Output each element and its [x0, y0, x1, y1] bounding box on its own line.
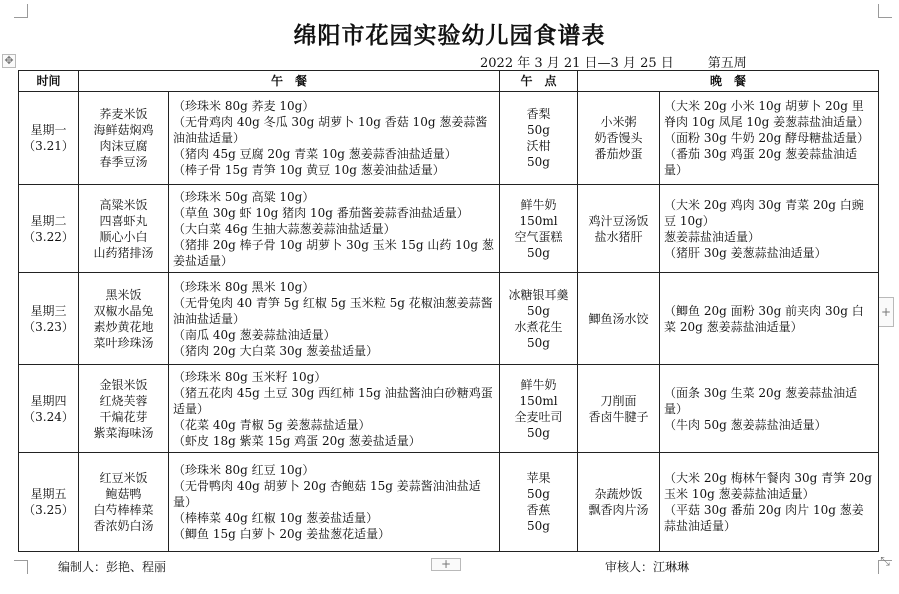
- snack-item: 150ml: [519, 393, 558, 408]
- snack-item: 150ml: [519, 213, 558, 228]
- page-title: 绵阳市花园实验幼儿园食谱表: [293, 22, 606, 49]
- lunch-details-cell: [169, 453, 500, 552]
- lunch-dishes-cell: [79, 273, 169, 365]
- lunch-detail: （南瓜 40g 葱姜蒜盐油适量）: [173, 327, 336, 342]
- dinner-details-cell: [660, 92, 879, 185]
- day-date: （3.25）: [23, 503, 74, 517]
- lunch-detail: （猪五花肉 45g 土豆 30g 西红柿 15g 油盐酱油白砂糖鸡蛋适量）: [173, 385, 493, 416]
- lunch-detail: （花菜 40g 青椒 5g 姜葱蒜盐适量）: [173, 417, 371, 432]
- snack-item: 空气蛋糕: [514, 229, 563, 244]
- day-name: 星期四: [30, 393, 67, 408]
- dinner-detail: （面条 30g 生菜 20g 葱姜蒜盐油适量）: [664, 385, 858, 416]
- dinner-dish: 香卤牛腱子: [588, 409, 649, 424]
- day-name: 星期二: [30, 213, 67, 228]
- date-line: [480, 52, 747, 71]
- lunch-dish: 红烧芙蓉: [99, 393, 148, 408]
- reviewer-label: 审核人：江琳琳: [605, 560, 690, 574]
- dinner-detail: 葱姜蒜盐油适量）: [664, 229, 761, 244]
- corner-mark-top-right: [878, 4, 892, 18]
- snack-item: 50g: [527, 245, 550, 260]
- dinner-details-cell: [660, 185, 879, 273]
- lunch-detail: （大白菜 46g 生抽大蒜葱姜蒜油盐适量）: [173, 221, 396, 236]
- dinner-detail: （平菇 30g 番茄 20g 肉片 10g 葱姜蒜盐油适量）: [664, 503, 864, 533]
- lunch-detail: （无骨鸡肉 40g 冬瓜 30g 胡萝卜 10g 香菇 10g 葱姜蒜酱油油盐适量）: [173, 115, 488, 145]
- lunch-dish: 顺心小白: [99, 229, 148, 244]
- snack-cell: [500, 453, 578, 552]
- day-name: 星期五: [30, 487, 67, 501]
- dinner-details-cell: [660, 365, 879, 453]
- header-lunch: 午 餐: [79, 71, 500, 92]
- compiler-label: 编制人：彭艳、程丽: [58, 560, 167, 574]
- lunch-dishes-cell: [79, 365, 169, 453]
- snack-cell: [500, 92, 578, 185]
- day-name: 星期一: [30, 123, 67, 137]
- snack-item: 鲜牛奶: [520, 197, 557, 212]
- dinner-dishes-cell: [578, 453, 660, 552]
- lunch-details-cell: [169, 92, 500, 185]
- lunch-detail: （珍珠米 80g 荞麦 10g）: [173, 99, 315, 113]
- lunch-dish: 鲍菇鸭: [105, 487, 142, 501]
- table-row: [19, 273, 879, 365]
- lunch-details-cell: [169, 365, 500, 453]
- lunch-dish: 山药猪排汤: [93, 245, 154, 260]
- date-range: 2022 年 3 月 21 日—3 月 25 日: [480, 56, 674, 71]
- table-move-handle-icon[interactable]: ✥: [2, 54, 16, 68]
- dinner-detail: （面粉 30g 牛奶 20g 酵母糖盐适量）: [664, 131, 870, 145]
- lunch-dishes-cell: [79, 453, 169, 552]
- lunch-detail: （无骨兔肉 40 青笋 5g 红椒 5g 玉米粒 5g 花椒油葱姜蒜酱油油盐适量）: [173, 295, 493, 326]
- lunch-dish: 高粱米饭: [99, 197, 148, 212]
- snack-item: 全麦吐司: [514, 409, 563, 424]
- lunch-dish: 香浓奶白汤: [93, 519, 154, 533]
- day-cell: [19, 92, 79, 185]
- week-label: 第五周: [707, 56, 747, 71]
- lunch-detail: （无骨鸭肉 40g 胡萝卜 20g 杏鲍菇 15g 姜蒜酱油油盐适量）: [173, 479, 481, 509]
- lunch-detail: （猪肉 20g 大白菜 30g 葱姜盐适量）: [173, 343, 379, 358]
- lunch-dish: 双椒水晶兔: [93, 303, 154, 318]
- snack-item: 50g: [527, 519, 550, 533]
- dinner-detail: （牛肉 50g 葱姜蒜盐油适量）: [664, 417, 827, 432]
- corner-mark-bottom-left: [14, 560, 28, 574]
- lunch-dish: 紫菜海味汤: [93, 425, 154, 440]
- dinner-dish: 刀削面: [600, 393, 637, 408]
- table-row: [19, 365, 879, 453]
- add-column-button[interactable]: +: [878, 297, 894, 327]
- dinner-details-cell: [660, 453, 879, 552]
- lunch-dish: 红豆米饭: [99, 471, 148, 485]
- snack-item: 冰糖银耳羹: [508, 287, 569, 302]
- day-cell: [19, 365, 79, 453]
- lunch-detail: （猪肉 45g 豆腐 20g 青菜 10g 葱姜蒜香油盐适量）: [173, 147, 457, 161]
- snack-item: 香蕉: [526, 503, 551, 517]
- dinner-detail: （大米 20g 梅林午餐肉 30g 青笋 20g 玉米 10g 葱姜蒜盐油适量）: [664, 471, 872, 501]
- snack-cell: [500, 185, 578, 273]
- dinner-dishes-cell: [578, 365, 660, 453]
- snack-item: 苹果: [526, 471, 551, 485]
- lunch-detail: （珍珠米 50g 高粱 10g）: [173, 189, 315, 204]
- dinner-details-cell: [660, 273, 879, 365]
- day-date: （3.22）: [23, 229, 74, 244]
- dinner-dishes-cell: [578, 92, 660, 185]
- corner-mark-top-left: [14, 4, 28, 18]
- snack-item: 50g: [527, 123, 550, 137]
- dinner-dish: 鸡汁豆汤饭: [588, 213, 649, 228]
- lunch-dishes-cell: [79, 185, 169, 273]
- day-cell: [19, 185, 79, 273]
- dinner-dish: 盐水猪肝: [594, 229, 643, 244]
- header-row: [19, 71, 879, 92]
- table-row: [19, 185, 879, 273]
- snack-item: 水煮花生: [514, 319, 563, 334]
- lunch-dish: 黑米饭: [105, 287, 142, 302]
- dinner-detail: （番茄 30g 鸡蛋 20g 葱姜蒜盐油适量）: [664, 147, 858, 177]
- snack-item: 50g: [527, 155, 550, 169]
- day-date: （3.23）: [23, 319, 74, 334]
- table-row: [19, 92, 879, 185]
- dinner-dish: 鲫鱼汤水饺: [588, 311, 649, 326]
- lunch-detail: （珍珠米 80g 玉米籽 10g）: [173, 369, 327, 384]
- lunch-detail: （草鱼 30g 虾 10g 猪肉 10g 番茄酱姜蒜香油盐适量）: [173, 205, 469, 220]
- lunch-dish: 白芍棒棒菜: [93, 503, 154, 517]
- dinner-dish: 小米粥: [600, 115, 637, 129]
- snack-item: 50g: [527, 303, 550, 318]
- lunch-dish: 海鲜菇焖鸡: [93, 123, 154, 137]
- lunch-detail: （棒棒菜 40g 红椒 10g 葱姜盐适量）: [173, 511, 379, 525]
- add-row-button[interactable]: +: [431, 558, 461, 571]
- lunch-dish: 干煸花芽: [99, 409, 148, 424]
- lunch-dish: 荞麦米饭: [99, 107, 148, 121]
- dinner-dish: 奶香馒头: [594, 131, 643, 145]
- lunch-detail: （珍珠米 80g 黑米 10g）: [173, 279, 315, 294]
- dinner-dishes-cell: [578, 185, 660, 273]
- lunch-dishes-cell: [79, 92, 169, 185]
- table-row: [19, 453, 879, 552]
- lunch-details-cell: [169, 185, 500, 273]
- lunch-detail: （猪排 20g 棒子骨 10g 胡萝卜 30g 玉米 15g 山药 10g 葱姜盐适量）: [173, 237, 494, 268]
- day-cell: [19, 453, 79, 552]
- snack-cell: [500, 273, 578, 365]
- dinner-detail: （大米 20g 小米 10g 胡萝卜 20g 里脊肉 10g 凤尾 10g 姜葱蒜盐油适量）: [664, 99, 870, 129]
- lunch-dish: 金银米饭: [99, 377, 148, 392]
- lunch-detail: （鲫鱼 15g 白萝卜 20g 姜盐葱花适量）: [173, 527, 391, 541]
- dinner-detail: （猪肝 30g 姜葱蒜盐油适量）: [664, 245, 827, 260]
- lunch-detail: （珍珠米 80g 红豆 10g）: [173, 463, 315, 477]
- day-name: 星期三: [30, 303, 67, 318]
- header-dinner: 晚 餐: [578, 71, 879, 92]
- snack-item: 沃柑: [526, 139, 551, 153]
- lunch-dish: 素炒黄花地: [93, 319, 154, 334]
- snack-item: 香梨: [526, 107, 551, 121]
- menu-table: [18, 70, 879, 552]
- dinner-detail: （鲫鱼 20g 面粉 30g 前夹肉 30g 白菜 20g 葱姜蒜盐油适量）: [664, 303, 864, 334]
- header-snack: 午 点: [500, 71, 578, 92]
- snack-item: 50g: [527, 487, 550, 501]
- day-cell: [19, 273, 79, 365]
- dinner-dish: 番茄炒蛋: [594, 147, 643, 161]
- snack-item: 鲜牛奶: [520, 377, 557, 392]
- lunch-dish: 肉沫豆腐: [99, 139, 148, 153]
- dinner-dish: 杂蔬炒饭: [594, 487, 643, 501]
- table-resize-icon[interactable]: ⤡: [880, 554, 890, 568]
- snack-item: 50g: [527, 425, 550, 440]
- dinner-dishes-cell: [578, 273, 660, 365]
- day-date: （3.24）: [23, 409, 74, 424]
- header-time: 时间: [19, 71, 79, 92]
- snack-cell: [500, 365, 578, 453]
- lunch-detail: （虾皮 18g 紫菜 15g 鸡蛋 20g 葱姜盐适量）: [173, 433, 421, 448]
- lunch-detail: （棒子骨 15g 青笋 10g 黄豆 10g 葱姜油盐适量）: [173, 163, 445, 177]
- day-date: （3.21）: [23, 139, 74, 153]
- lunch-dish: 春季豆汤: [99, 155, 148, 169]
- lunch-dish: 菜叶珍珠汤: [93, 335, 154, 350]
- dinner-detail: （大米 20g 鸡肉 30g 青菜 20g 白豌豆 10g）: [664, 197, 864, 228]
- snack-item: 50g: [527, 335, 550, 350]
- dinner-dish: 飘香肉片汤: [588, 503, 649, 517]
- lunch-details-cell: [169, 273, 500, 365]
- lunch-dish: 四喜虾丸: [99, 213, 148, 228]
